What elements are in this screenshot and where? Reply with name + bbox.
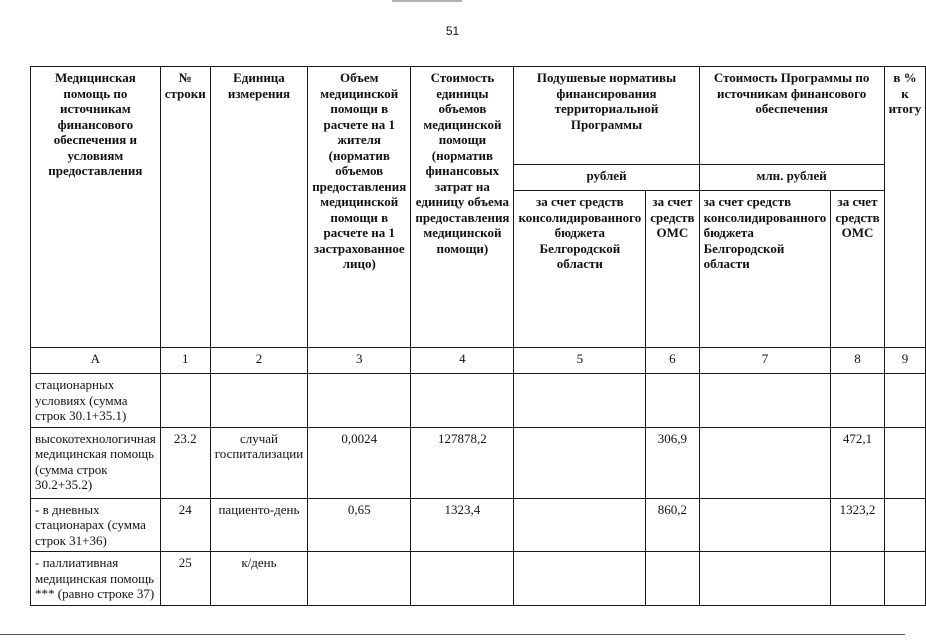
table-row — [31, 374, 926, 428]
index-cell: 6 — [646, 348, 699, 374]
header-volume: Объем медицинской помощи в расчете на 1 жителя (норматив объемов предоставления медицинской помощи в расчете на 1 застрахованное лицо) — [308, 67, 411, 348]
index-cell: 1 — [160, 348, 210, 374]
table-row — [31, 498, 926, 552]
row-volume: 0,65 — [308, 498, 411, 552]
page-bottom-rule — [0, 634, 905, 635]
row-budget-per-capita — [514, 374, 646, 428]
row-volume — [308, 374, 411, 428]
row-cost — [411, 374, 514, 428]
table-row — [31, 427, 926, 498]
header-care-type: Медицинская помощь по источникам финансового обеспечения и условиям предоставления — [31, 67, 161, 348]
top-edge-mark — [392, 0, 462, 2]
row-oms-per-capita: 860,2 — [646, 498, 699, 552]
header-percent: в % к итогу — [884, 67, 926, 348]
row-budget-per-capita — [514, 552, 646, 606]
header-per-capita-norms: Подушевые нормативы финансирования территориальной Программы — [514, 67, 699, 165]
header-unit-rubles: рублей — [514, 165, 699, 191]
row-percent — [884, 498, 926, 552]
row-number: 23.2 — [160, 427, 210, 498]
row-number: 25 — [160, 552, 210, 606]
row-oms-total: 472,1 — [831, 427, 884, 498]
financing-table — [30, 66, 926, 606]
row-name: - паллиативная медицинская помощь *** (равно строке 37) — [31, 552, 161, 606]
row-cost: 127878,2 — [411, 427, 514, 498]
row-budget-total — [699, 374, 831, 428]
index-cell: 8 — [831, 348, 884, 374]
row-oms-total: 1323,2 — [831, 498, 884, 552]
row-name: - в дневных стационарах (сумма строк 31+36) — [31, 498, 161, 552]
index-cell: 5 — [514, 348, 646, 374]
row-unit: к/день — [210, 552, 307, 606]
header-unit-mln-rubles: млн. рублей — [699, 165, 884, 191]
row-unit: пациенто-день — [210, 498, 307, 552]
row-percent — [884, 427, 926, 498]
row-budget-total — [699, 427, 831, 498]
header-oms-total: за счет средств ОМС — [831, 191, 884, 348]
row-budget-total — [699, 552, 831, 606]
index-cell: 2 — [210, 348, 307, 374]
row-oms-per-capita — [646, 374, 699, 428]
row-cost — [411, 552, 514, 606]
row-name: стационарных условиях (сумма строк 30.1+35.1) — [31, 374, 161, 428]
row-number: 24 — [160, 498, 210, 552]
page-number: 51 — [445, 24, 460, 38]
header-row-number: № строки — [160, 67, 210, 348]
header-oms-per-capita: за счет средств ОМС — [646, 191, 699, 348]
row-oms-per-capita: 306,9 — [646, 427, 699, 498]
row-volume: 0,0024 — [308, 427, 411, 498]
row-cost: 1323,4 — [411, 498, 514, 552]
row-oms-per-capita — [646, 552, 699, 606]
header-program-cost: Стоимость Программы по источникам финансового обеспечения — [699, 67, 884, 165]
row-number — [160, 374, 210, 428]
header-unit-cost: Стоимость единицы объемов медицинской помощи (норматив финансовых затрат на единицу объема предоставления медицинской помощи) — [411, 67, 514, 348]
row-percent — [884, 374, 926, 428]
row-volume — [308, 552, 411, 606]
header-unit: Единица измерения — [210, 67, 307, 348]
header-budget-per-capita: за счет средств консолидированного бюджета Белгородской области — [514, 191, 646, 348]
row-budget-per-capita — [514, 498, 646, 552]
table-row — [31, 552, 926, 606]
index-cell: 7 — [699, 348, 831, 374]
row-name: высокотехнологичная медицинская помощь (сумма строк 30.2+35.2) — [31, 427, 161, 498]
index-cell: 9 — [884, 348, 926, 374]
row-unit: случай госпитализации — [210, 427, 307, 498]
index-cell: 4 — [411, 348, 514, 374]
row-percent — [884, 552, 926, 606]
index-cell: 3 — [308, 348, 411, 374]
row-budget-total — [699, 498, 831, 552]
row-oms-total — [831, 374, 884, 428]
index-row — [31, 348, 926, 374]
row-unit — [210, 374, 307, 428]
header-budget-total: за счет средств консолидированного бюджета Белгородской области — [699, 191, 831, 348]
row-oms-total — [831, 552, 884, 606]
row-budget-per-capita — [514, 427, 646, 498]
index-cell: А — [31, 348, 161, 374]
